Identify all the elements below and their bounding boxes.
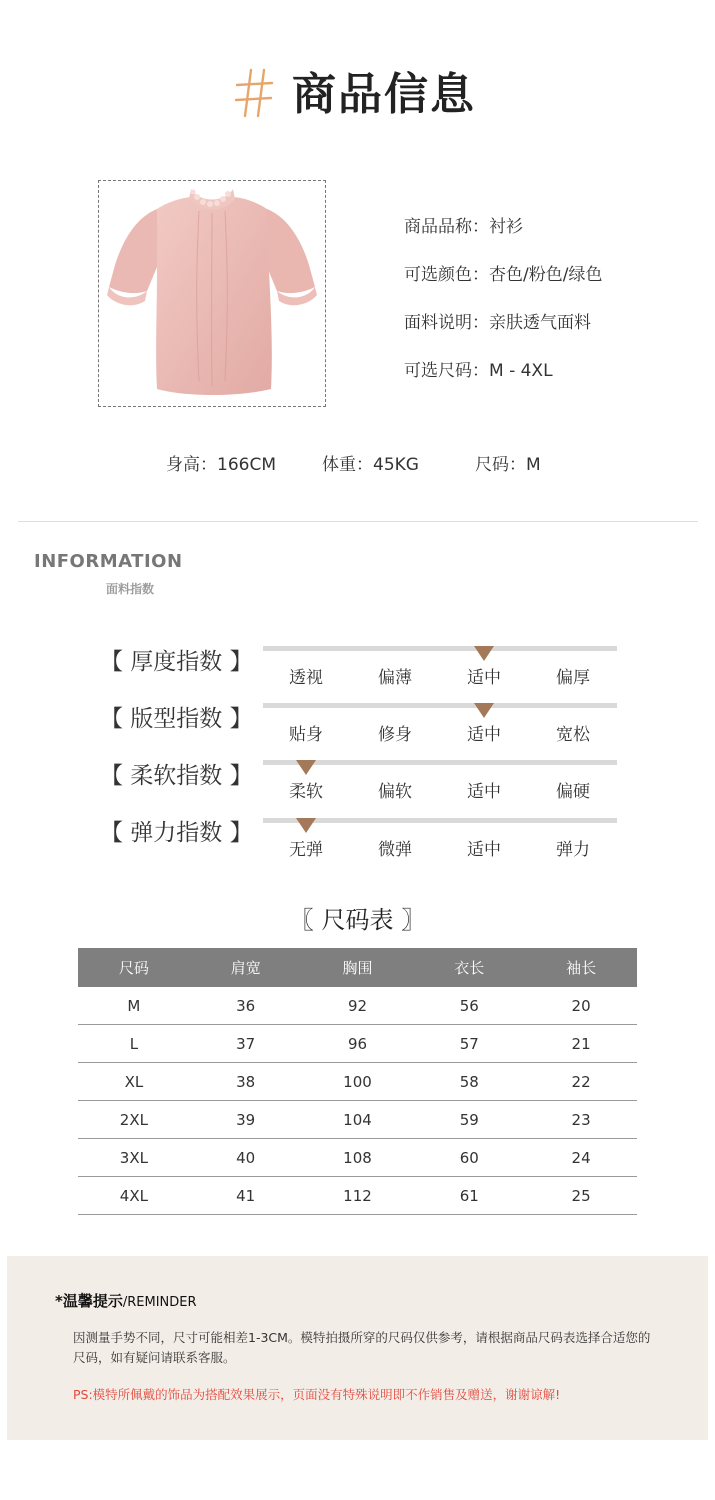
table-cell: 41 — [190, 1177, 302, 1215]
reminder-ps: PS:模特所佩戴的饰品为搭配效果展示，页面没有特殊说明即不作销售及赠送，谢谢谅解! — [73, 1387, 561, 1402]
index-scale-bar — [263, 760, 617, 765]
table-header-cell: 胸围 — [302, 948, 414, 987]
table-row — [78, 1139, 637, 1177]
table-cell: 59 — [413, 1101, 525, 1139]
index-option: 适中 — [467, 840, 501, 860]
index-title: 【 版型指数 】 — [100, 706, 253, 732]
model-height: 身高：166CM — [166, 455, 276, 475]
table-cell: M — [78, 987, 190, 1025]
index-marker-icon — [474, 646, 494, 661]
table-header-cell: 袖长 — [525, 948, 637, 987]
index-title: 【 弹力指数 】 — [100, 820, 253, 846]
table-cell: 21 — [525, 1025, 637, 1063]
table-cell: 96 — [302, 1025, 414, 1063]
table-cell: L — [78, 1025, 190, 1063]
table-cell: 104 — [302, 1101, 414, 1139]
info-value: 亲肤透气面料 — [489, 313, 591, 333]
size-table — [78, 948, 637, 1215]
table-row — [78, 987, 637, 1025]
table-cell: 24 — [525, 1139, 637, 1177]
table-cell: 92 — [302, 987, 414, 1025]
index-option: 偏软 — [378, 782, 412, 802]
table-cell: 58 — [413, 1063, 525, 1101]
table-header-row — [78, 948, 637, 987]
index-option: 适中 — [467, 668, 501, 688]
product-colors-row — [404, 260, 602, 285]
index-marker-icon — [474, 703, 494, 718]
table-cell: 100 — [302, 1063, 414, 1101]
table-cell: 57 — [413, 1025, 525, 1063]
index-option: 透视 — [289, 668, 323, 688]
model-weight: 体重：45KG — [322, 455, 419, 475]
table-row — [78, 1063, 637, 1101]
index-title: 【 厚度指数 】 — [100, 649, 253, 675]
table-header-cell: 尺码 — [78, 948, 190, 987]
table-cell: 38 — [190, 1063, 302, 1101]
product-image-frame — [98, 180, 326, 407]
table-cell: 22 — [525, 1063, 637, 1101]
table-cell: 20 — [525, 987, 637, 1025]
index-option: 偏厚 — [556, 668, 590, 688]
index-option: 修身 — [378, 725, 412, 745]
index-option: 宽松 — [556, 725, 590, 745]
index-option: 微弹 — [378, 840, 412, 860]
table-header-cell: 肩宽 — [190, 948, 302, 987]
info-label: 面料说明： — [404, 313, 489, 333]
table-row — [78, 1101, 637, 1139]
table-row — [78, 1177, 637, 1215]
reminder-text: 因测量手势不同，尺寸可能相差1-3CM。模特拍摄所穿的尺码仅供参考，请根据商品尺码表选择合适您的尺码，如有疑问请联系客服。 — [73, 1330, 651, 1365]
table-cell: 36 — [190, 987, 302, 1025]
table-cell: 2XL — [78, 1101, 190, 1139]
info-label: 可选颜色： — [404, 265, 489, 285]
table-row — [78, 1025, 637, 1063]
table-cell: 39 — [190, 1101, 302, 1139]
table-cell: 108 — [302, 1139, 414, 1177]
index-option: 适中 — [467, 725, 501, 745]
index-option: 无弹 — [289, 840, 323, 860]
information-subtitle: 面料指数 — [106, 582, 155, 596]
blouse-image — [99, 181, 325, 406]
index-option: 适中 — [467, 782, 501, 802]
index-option: 柔软 — [289, 782, 323, 802]
table-header-cell: 衣长 — [413, 948, 525, 987]
information-title: INFORMATION — [34, 551, 183, 572]
table-cell: XL — [78, 1063, 190, 1101]
product-fabric-row — [404, 308, 591, 333]
reminder-title-zh: *温馨提示 — [55, 1292, 123, 1310]
index-option: 弹力 — [556, 840, 590, 860]
info-value: 杏色/粉色/绿色 — [489, 265, 603, 285]
table-cell: 3XL — [78, 1139, 190, 1177]
info-value: M - 4XL — [489, 361, 553, 381]
table-cell: 112 — [302, 1177, 414, 1215]
product-name-row — [404, 212, 523, 237]
table-cell: 23 — [525, 1101, 637, 1139]
index-option: 偏薄 — [378, 668, 412, 688]
section-divider — [18, 521, 698, 522]
reminder-title-en: /REMINDER — [122, 1295, 197, 1310]
hash-icon — [234, 66, 274, 118]
table-cell: 25 — [525, 1177, 637, 1215]
model-size: 尺码：M — [475, 455, 541, 475]
table-cell: 61 — [413, 1177, 525, 1215]
table-cell: 60 — [413, 1139, 525, 1177]
reminder-title — [55, 1290, 197, 1311]
index-marker-icon — [296, 818, 316, 833]
info-label: 商品品称： — [404, 217, 489, 237]
table-cell: 40 — [190, 1139, 302, 1177]
product-sizes-row — [404, 356, 553, 381]
index-option: 偏硬 — [556, 782, 590, 802]
index-scale-bar — [263, 703, 617, 708]
table-cell: 37 — [190, 1025, 302, 1063]
page-title: 商品信息 — [292, 69, 476, 120]
table-cell: 56 — [413, 987, 525, 1025]
index-marker-icon — [296, 760, 316, 775]
index-title: 【 柔软指数 】 — [100, 763, 253, 789]
index-scale-bar — [263, 818, 617, 823]
info-label: 可选尺码： — [404, 361, 489, 381]
info-value: 衬衫 — [489, 217, 523, 237]
table-cell: 4XL — [78, 1177, 190, 1215]
index-scale-bar — [263, 646, 617, 651]
index-option: 贴身 — [289, 725, 323, 745]
size-table-title: 〖 尺码表 〗 — [289, 906, 426, 934]
